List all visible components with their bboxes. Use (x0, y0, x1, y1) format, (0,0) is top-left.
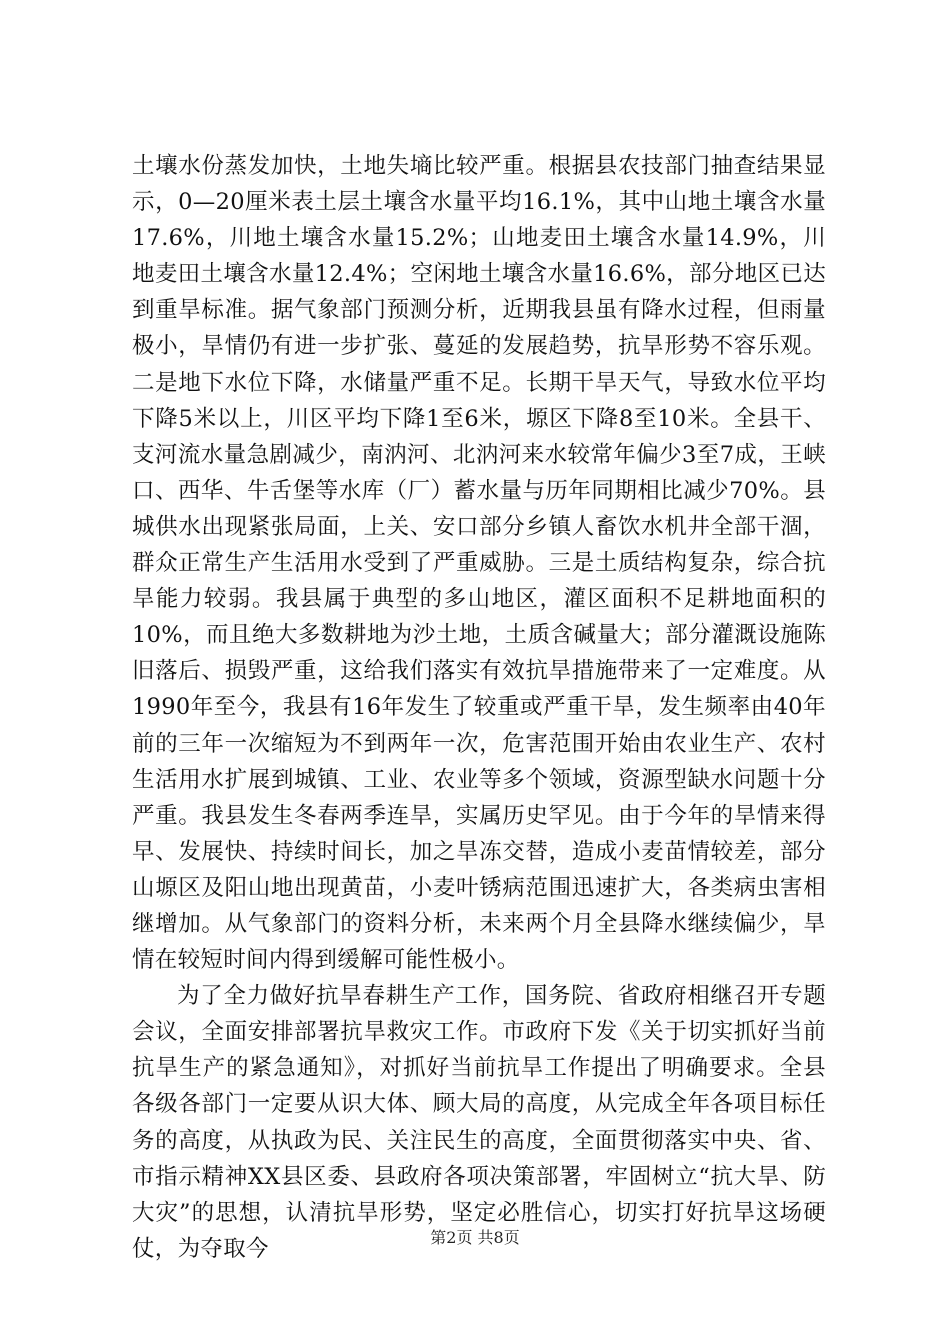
paragraph-drought-conditions: 土壤水份蒸发加快，土地失墒比较严重。根据县农技部门抽查结果显示，0—20厘米表土层土壤含水量平均16.1%，其中山地土壤含水量17.6%，川地土壤含水量15.2%；山地麦田土壤含水量14.9%，川地麦田土壤含水量12.4%；空闲地土壤含水量16.6%，部分地区已达到重旱标准。据气象部门预测分析，近期我县虽有降水过程，但雨量极小，旱情仍有进一步扩张、蔓延的发展趋势，抗旱形势不容乐观。二是地下水位下降，水储量严重不足。长期干旱天气，导致水位平均下降5米以上，川区平均下降1至6米，塬区下降8至10米。全县干、支河流水量急剧减少，南汭河、北汭河来水较常年偏少3至7成，王峡口、西华、牛舌堡等水库（厂）蓄水量与历年同期相比减少70%。县城供水出现紧张局面，上关、安口部分乡镇人畜饮水机井全部干涸，群众正常生产生活用水受到了严重威胁。三是土质结构复杂，综合抗旱能力较弱。我县属于典型的多山地区，灌区面积不足耕地面积的10%，而且绝大多数耕地为沙土地，土质含碱量大；部分灌溉设施陈旧落后、损毁严重，这给我们落实有效抗旱措施带来了一定难度。从1990年至今，我县有16年发生了较重或严重干旱，发生频率由40年前的三年一次缩短为不到两年一次，危害范围开始由农业生产、农村生活用水扩展到城镇、工业、农业等多个领域，资源型缺水问题十分严重。我县发生冬春两季连旱，实属历史罕见。由于今年的旱情来得早、发展快、持续时间长，加之旱冻交替，造成小麦苗情较差，部分山塬区及阳山地出现黄苗，小麦叶锈病范围迅速扩大，各类病虫害相继增加。从气象部门的资料分析，未来两个月全县降水继续偏少，旱情在较短时间内得到缓解可能性极小。 (132, 153, 826, 974)
document-body (132, 148, 826, 1267)
page-footer (0, 1228, 950, 1248)
page-number-label: 第2页 共8页 (430, 1228, 520, 1247)
paragraph-drought-response: 为了全力做好抗旱春耕生产工作，国务院、省政府相继召开专题会议，全面安排部署抗旱救灾工作。市政府下发《关于切实抓好当前抗旱生产的紧急通知》，对抓好当前抗旱工作提出了明确要求。全县各级各部门一定要从识大体、顾大局的高度，从完成全年各项目标任务的高度，从执政为民、关注民生的高度，全面贯彻落实中央、省、市指示精神XX县区委、县政府各项决策部署，牢固树立“抗大旱、防大灾”的思想，认清抗旱形势，坚定必胜信心，切实打好抗旱这场硬仗，为夺取今 (132, 983, 826, 1262)
